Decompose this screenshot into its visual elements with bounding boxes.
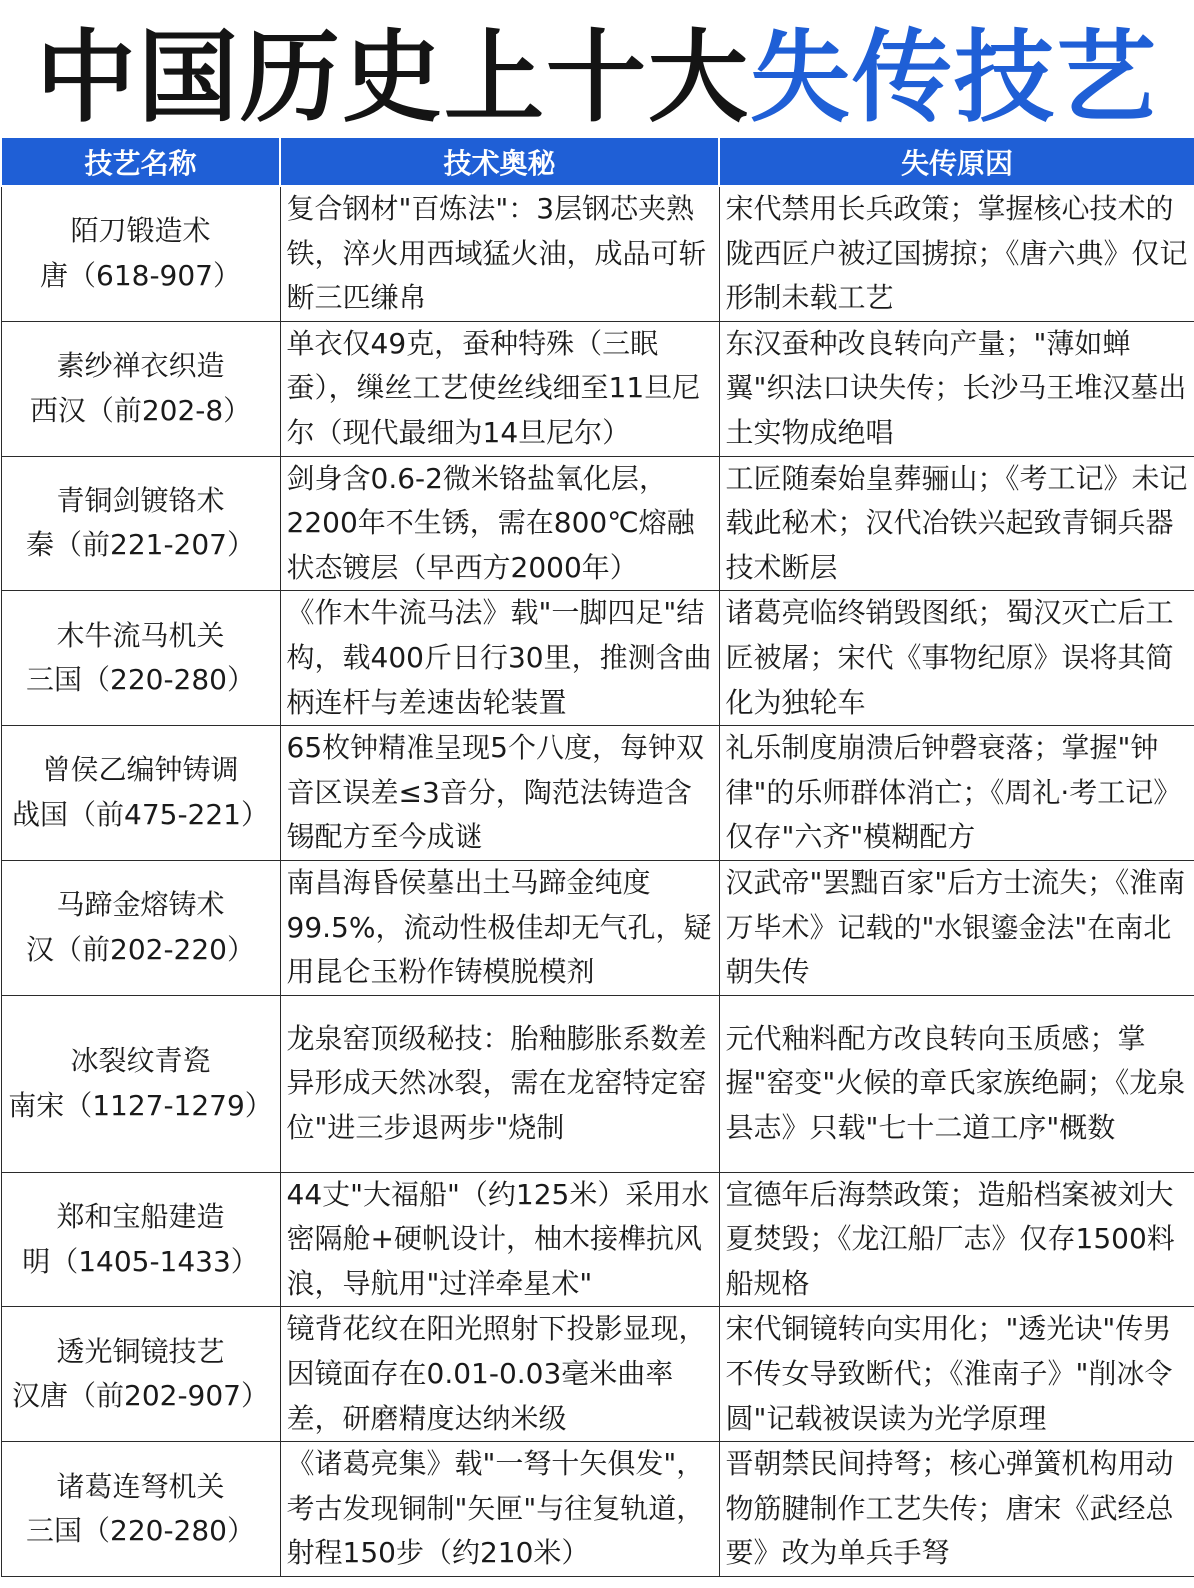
craft-name: 陌刀锻造术: [70, 214, 211, 248]
craft-cell: [1, 995, 280, 1172]
secret-cell: 44丈"大福船"（约125米）采用水密隔舱+硬帆设计，柚木接榫抗风浪，导航用"过洋牵星术": [280, 1172, 719, 1307]
page-title: [0, 0, 1194, 138]
craft-name: 冰裂纹青瓷: [70, 1044, 211, 1078]
craft-era: 西汉（前202-8）: [29, 393, 252, 427]
secret-cell: 镜背花纹在阳光照射下投影显现，因镜面存在0.01-0.03毫米曲率差，研磨精度达纳米级: [280, 1307, 719, 1442]
reason-cell: 礼乐制度崩溃后钟磬衰落；掌握"钟律"的乐师群体消亡；《周礼·考工记》仅存"六齐"模糊配方: [719, 726, 1194, 861]
secret-cell: 65枚钟精准呈现5个八度，每钟双音区误差≤3音分，陶范法铸造含锡配方至今成谜: [280, 726, 719, 861]
craft-cell: [1, 860, 280, 995]
craft-cell: [1, 1172, 280, 1307]
header-reason: 失传原因: [719, 138, 1194, 186]
table-row: [1, 860, 1194, 995]
craft-cell: [1, 186, 280, 321]
reason-cell: 元代釉料配方改良转向玉质感；掌握"窑变"火候的章氏家族绝嗣；《龙泉县志》只载"七十二道工序"概数: [719, 995, 1194, 1172]
table-row: [1, 1172, 1194, 1307]
craft-cell: [1, 321, 280, 456]
craft-cell: [1, 456, 280, 591]
table-row: [1, 1307, 1194, 1442]
craft-era: 唐（618-907）: [40, 258, 241, 292]
title-part-black: 中国历史上十大: [36, 19, 750, 136]
title-part-blue: 失传技艺: [750, 19, 1158, 136]
craft-name: 诸葛连弩机关: [56, 1469, 225, 1503]
craft-name: 郑和宝船建造: [56, 1199, 225, 1233]
reason-cell: 诸葛亮临终销毁图纸；蜀汉灭亡后工匠被屠；宋代《事物纪原》误将其简化为独轮车: [719, 591, 1194, 726]
craft-era: 三国（220-280）: [26, 663, 255, 697]
table-row: [1, 726, 1194, 861]
header-secret: 技术奥秘: [280, 138, 719, 186]
craft-cell: [1, 591, 280, 726]
craft-era: 汉（前202-220）: [26, 932, 255, 966]
table-row: [1, 186, 1194, 321]
craft-era: 三国（220-280）: [26, 1514, 255, 1548]
craft-name: 透光铜镜技艺: [56, 1334, 225, 1368]
secret-cell: 剑身含0.6-2微米铬盐氧化层，2200年不生锈，需在800℃熔融状态镀层（早西方2000年）: [280, 456, 719, 591]
craft-cell: [1, 726, 280, 861]
header-name: 技艺名称: [1, 138, 280, 186]
craft-name: 素纱禅衣织造: [56, 349, 225, 383]
reason-cell: 东汉蚕种改良转向产量；"薄如蝉翼"织法口诀失传；长沙马王堆汉墓出土实物成绝唱: [719, 321, 1194, 456]
craft-era: 南宋（1127-1279）: [8, 1088, 273, 1122]
table-row: [1, 591, 1194, 726]
table-row: [1, 321, 1194, 456]
table-header-row: [1, 138, 1194, 186]
table-row: [1, 995, 1194, 1172]
secret-cell: 单衣仅49克，蚕种特殊（三眠蚕），缫丝工艺使丝线细至11旦尼尔（现代最细为14旦尼尔）: [280, 321, 719, 456]
reason-cell: 工匠随秦始皇葬骊山；《考工记》未记载此秘术；汉代冶铁兴起致青铜兵器技术断层: [719, 456, 1194, 591]
secret-cell: 《诸葛亮集》载"一弩十矢俱发"，考古发现铜制"矢匣"与往复轨道，射程150步（约210米）: [280, 1442, 719, 1577]
reason-cell: 汉武帝"罢黜百家"后方士流失；《淮南万毕术》记载的"水银鎏金法"在南北朝失传: [719, 860, 1194, 995]
craft-name: 曾侯乙编钟铸调: [42, 753, 239, 787]
craft-era: 秦（前221-207）: [26, 528, 255, 562]
craft-name: 木牛流马机关: [56, 618, 225, 652]
table-row: [1, 456, 1194, 591]
craft-era: 战国（前475-221）: [12, 798, 269, 832]
table-row: [1, 1442, 1194, 1577]
reason-cell: 宋代铜镜转向实用化；"透光诀"传男不传女导致断代；《淮南子》"削冰令圆"记载被误读为光学原理: [719, 1307, 1194, 1442]
craft-name: 青铜剑镀铬术: [56, 483, 225, 517]
crafts-table: [0, 138, 1194, 1577]
secret-cell: 龙泉窑顶级秘技：胎釉膨胀系数差异形成天然冰裂，需在龙窑特定窑位"进三步退两步"烧制: [280, 995, 719, 1172]
reason-cell: 宣德年后海禁政策；造船档案被刘大夏焚毁；《龙江船厂志》仅存1500料船规格: [719, 1172, 1194, 1307]
craft-cell: [1, 1442, 280, 1577]
craft-name: 马蹄金熔铸术: [56, 888, 225, 922]
craft-era: 明（1405-1433）: [22, 1244, 259, 1278]
craft-cell: [1, 1307, 280, 1442]
craft-era: 汉唐（前202-907）: [12, 1379, 269, 1413]
secret-cell: 复合钢材"百炼法"：3层钢芯夹熟铁，淬火用西域猛火油，成品可斩断三匹缣帛: [280, 186, 719, 321]
reason-cell: 晋朝禁民间持弩；核心弹簧机构用动物筋腱制作工艺失传；唐宋《武经总要》改为单兵手弩: [719, 1442, 1194, 1577]
secret-cell: 南昌海昏侯墓出土马蹄金纯度99.5%，流动性极佳却无气孔，疑用昆仑玉粉作铸模脱模剂: [280, 860, 719, 995]
reason-cell: 宋代禁用长兵政策；掌握核心技术的陇西匠户被辽国掳掠；《唐六典》仅记形制未载工艺: [719, 186, 1194, 321]
secret-cell: 《作木牛流马法》载"一脚四足"结构，载400斤日行30里，推测含曲柄连杆与差速齿轮装置: [280, 591, 719, 726]
